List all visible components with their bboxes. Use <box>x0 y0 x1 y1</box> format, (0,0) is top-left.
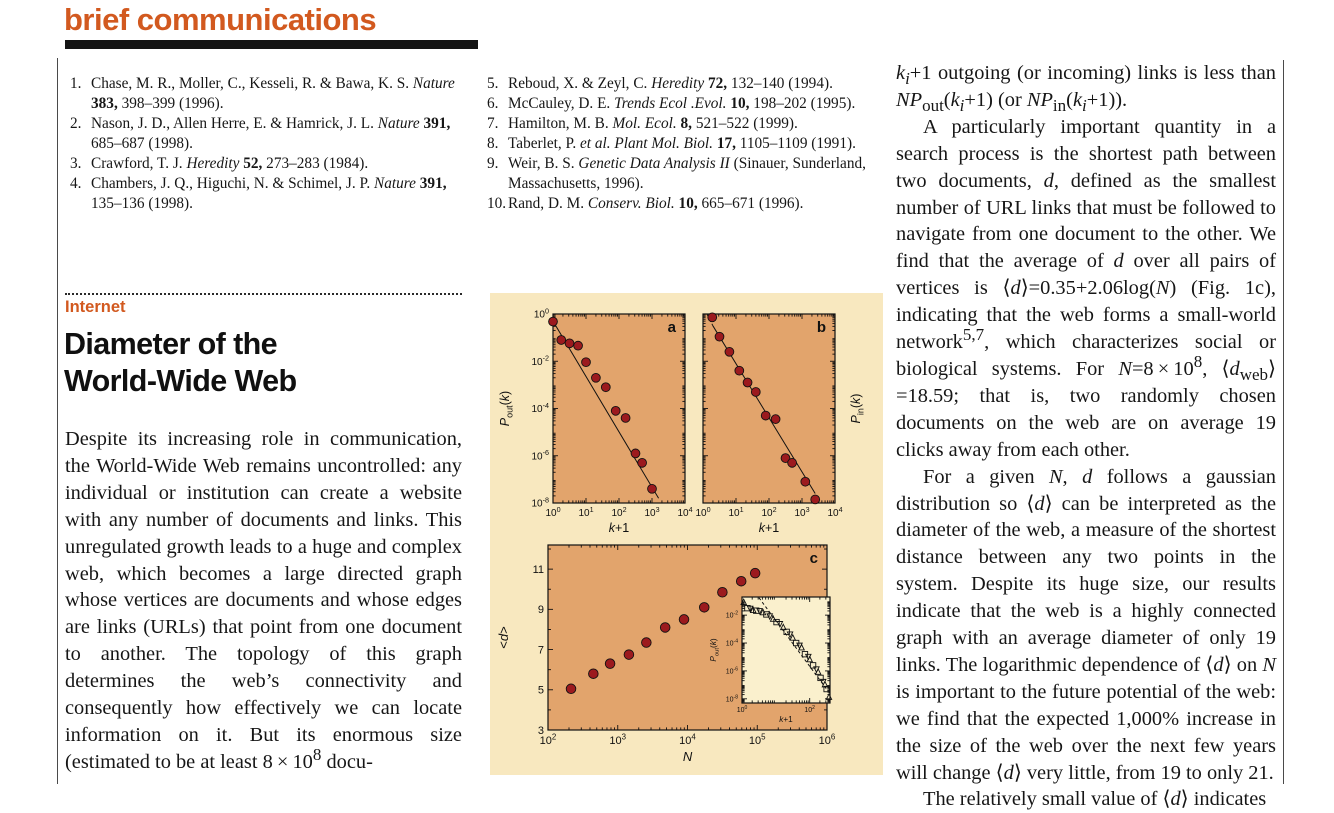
svg-text:a: a <box>667 319 676 336</box>
body-paragraph: $k_i+1$ outgoing (or incoming) links is less than $NP_{out}(k_i+1)$ (or $NP_{in}(k_i+1)$). <box>896 62 1276 115</box>
body-paragraph: A particularly important quantity in a search process is the shortest path between two documents, d, defined as the smallest number of URL links that must be followed to navigate from one document to the other. We find that the average of d over all pairs of vertices is ⟨d⟩=0.35+2.06log(N) (Fig. 1c), indicating that the web forms a small-world network$^{5,7}$, which characterizes social or biological systems. For $N=8 \times 10^8$, $⟨d_{web}⟩=18.59$; that is, two randomly chosen documents on the web are on average 19 clicks away from each other. <box>896 115 1276 461</box>
figure-1 <box>490 293 883 775</box>
reference-text: Taberlet, P. et al. Plant Mol. Biol. 17, 1105–1109 (1991). <box>508 135 856 152</box>
svg-text:103​: $10^3$ <box>644 504 660 519</box>
svg-text:11: 11 <box>532 563 544 576</box>
reference-item <box>487 114 887 134</box>
header-rule <box>65 40 478 49</box>
svg-text:101​: $10^1$ <box>578 504 594 519</box>
reference-list-left <box>70 74 462 214</box>
svg-text:104​: $10^4$ <box>677 504 693 519</box>
svg-text:102​: $10^2$ <box>539 732 557 747</box>
reference-item <box>70 114 462 154</box>
svg-text:10-8​: $10^{-8}$ <box>725 694 738 704</box>
svg-text:10-2​: $10^{-2}$ <box>725 610 738 620</box>
body-paragraph: The relatively small value of ⟨d⟩ indicates <box>923 788 1267 811</box>
svg-text:10-2​: $10^{-2}$ <box>531 353 549 368</box>
svg-text:<d>: <d> <box>496 626 511 649</box>
article-body-intro: Despite its increasing role in communication, the World-Wide Web remains uncontrolled: any individual or institution can create a website with any number of documents and links. This unregulated growth leads to a huge and complex web, which becomes a large directed graph whose vertices are documents and whose edges are links (URLs) that point from one document to another. The topology of this graph determines the web’s connectivity and consequently how effectively we can locate information on it. But its enormous size (estimated to be at least $8 \times 10^8$ docu- <box>65 428 462 773</box>
reference-number: 5. <box>487 75 499 92</box>
reference-text: Nason, J. D., Allen Herre, E. & Hamrick, J. L. Nature 391, 685–687 (1998). <box>91 115 451 152</box>
reference-text: Reboud, X. & Zeyl, C. Heredity 72, 132–140 (1994). <box>508 75 833 92</box>
section-label: Internet <box>65 298 126 316</box>
reference-item <box>70 154 462 174</box>
reference-item <box>487 74 887 94</box>
svg-text:10-4​: $10^{-4}$ <box>531 400 549 415</box>
reference-number: 4. <box>70 175 82 192</box>
reference-item <box>70 74 462 114</box>
svg-text:10-6​: $10^{-6}$ <box>725 666 738 676</box>
article-body-continued <box>896 60 1276 811</box>
reference-item <box>70 174 462 214</box>
svg-text:102​: $10^2$ <box>611 504 627 519</box>
svg-text:10-4​: $10^{-4}$ <box>725 638 738 648</box>
figure-1-chart <box>490 293 883 775</box>
reference-number: 9. <box>487 155 499 172</box>
reference-text: Chase, M. R., Moller, C., Kesseli, R. & Bawa, K. S. Nature 383, 398–399 (1996). <box>91 75 455 112</box>
svg-text:104​: $10^4$ <box>827 504 843 519</box>
reference-item <box>487 94 887 114</box>
svg-text:k+1: k+1 <box>758 521 780 535</box>
left-column-rule <box>57 58 58 784</box>
reference-item <box>487 134 887 154</box>
reference-number: 3. <box>70 155 82 172</box>
svg-text:100​: $10^0$ <box>695 504 711 519</box>
svg-text:Pin​(k): $P_{in}(k)$ <box>849 393 866 424</box>
reference-number: 2. <box>70 115 82 132</box>
page-title: brief communications <box>64 2 377 37</box>
svg-text:101​: $10^1$ <box>728 504 744 519</box>
reference-number: 1. <box>70 75 82 92</box>
svg-text:100​: $10^0$ <box>545 504 561 519</box>
svg-text:106​: $10^6$ <box>818 732 836 747</box>
svg-text:10-8​: $10^{-8}$ <box>531 495 549 510</box>
reference-text: Chambers, J. Q., Higuchi, N. & Schimel, J. P. Nature 391, 135–136 (1998). <box>91 175 447 212</box>
reference-text: Weir, B. S. Genetic Data Analysis II (Sinauer, Sunderland, Massachusetts, 1996). <box>508 155 866 192</box>
svg-text:9: 9 <box>537 604 544 617</box>
svg-text:Pout​(k): $P_{out}(k)$ <box>709 638 721 662</box>
right-column-rule <box>1283 60 1284 784</box>
reference-number: 10. <box>487 195 507 212</box>
svg-text:100​: $10^0$ <box>533 306 549 321</box>
reference-item <box>487 154 887 194</box>
svg-text:k+1: k+1 <box>608 521 630 535</box>
svg-text:3: 3 <box>537 724 544 737</box>
svg-text:c: c <box>809 550 818 567</box>
svg-text:103​: $10^3$ <box>609 732 627 747</box>
svg-text:102​: $10^2$ <box>804 705 815 714</box>
reference-text: McCauley, D. E. Trends Ecol .Evol. 10, 198–202 (1995). <box>508 95 856 112</box>
article-title: Diameter of the World-Wide Web <box>64 327 297 398</box>
reference-number: 8. <box>487 135 499 152</box>
reference-number: 7. <box>487 115 499 132</box>
svg-text:b: b <box>816 319 826 336</box>
svg-text:100​: $10^0$ <box>736 705 748 714</box>
svg-text:7: 7 <box>537 644 544 657</box>
reference-item <box>487 194 887 214</box>
reference-text: Crawford, T. J. Heredity 52, 273–283 (1984). <box>91 155 369 172</box>
svg-text:104​: $10^4$ <box>679 732 696 747</box>
svg-text:102​: $10^2$ <box>761 504 777 519</box>
reference-text: Rand, D. M. Conserv. Biol. 10, 665–671 (1996). <box>508 195 804 212</box>
svg-text:105​: $10^5$ <box>748 732 766 747</box>
body-paragraph: For a given N, d follows a gaussian distribution so ⟨d⟩ can be interpreted as the diameter of the web, a measure of the shortest distance between any two points in the system. Despite its huge size, our results indicate that the web is a highly connected graph with an average diameter of only 19 links. The logarithmic dependence of ⟨d⟩ on N is important to the future potential of the web: we find that the expected 1,000% increase in the size of the web over the next few years will change ⟨d⟩ very little, from 19 to only 21. <box>896 465 1276 784</box>
svg-text:Pout​(k): $P_{out}(k)$ <box>498 390 515 427</box>
reference-text: Hamilton, M. B. Mol. Ecol. 8, 521–522 (1999). <box>508 115 798 132</box>
svg-text:5: 5 <box>537 684 544 697</box>
svg-text:10-6​: $10^{-6}$ <box>531 448 549 463</box>
svg-text:k+1: k+1 <box>779 715 793 724</box>
section-divider <box>65 293 462 295</box>
reference-list-middle <box>487 74 887 214</box>
svg-text:N: N <box>682 749 693 764</box>
reference-number: 6. <box>487 95 499 112</box>
svg-text:103​: $10^3$ <box>794 504 810 519</box>
